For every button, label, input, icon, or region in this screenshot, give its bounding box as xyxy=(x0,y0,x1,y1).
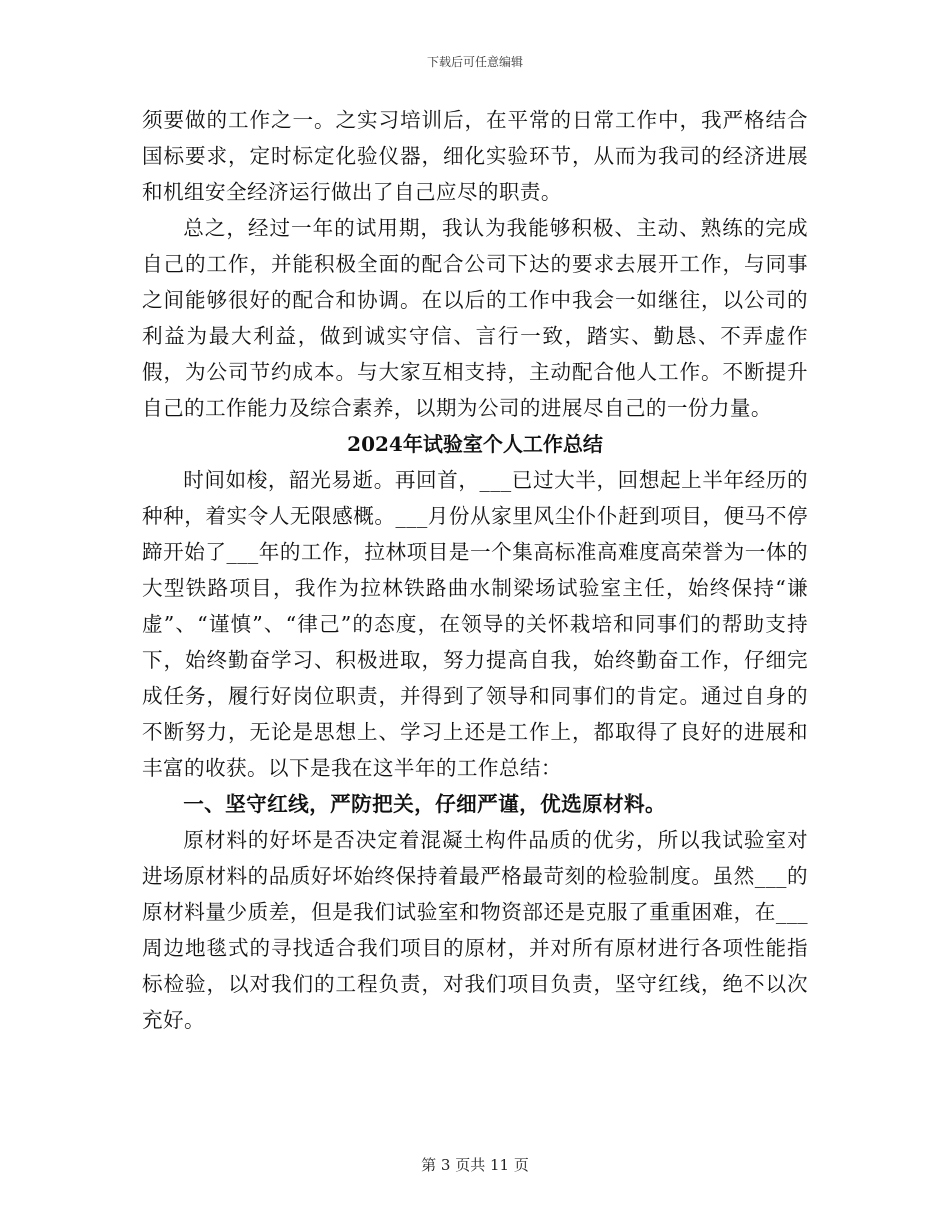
document-body xyxy=(142,102,808,1038)
paragraph-continuation: 须要做的工作之一。之实习培训后，在平常的日常工作中，我严格结合国标要求，定时标定化验仪器，细化实验环节，从而为我司的经济进展和机组安全经济运行做出了自己应尽的职责。 xyxy=(142,108,808,204)
section-title: 2024年试验室个人工作总结 xyxy=(347,432,603,456)
subheading-one: 一、坚守红线，严防把关，仔细严谨，优选原材料。 xyxy=(183,792,667,816)
page-header: 下载后可任意编辑 xyxy=(426,55,523,69)
paragraph-intro: 时间如梭，韶光易逝。再回首，___已过大半，回想起上半年经历的种种，着实令人无限感概。___月份从家里风尘仆仆赶到项目，便马不停蹄开始了___年的工作，拉林项目是一个集高标准高难度高荣誉为一体的大型铁路项目，我作为拉林铁路曲水制梁场试验室主任，始终保持“谦虚”、“谨慎”、“律己”的态度，在领导的关怀栽培和同事们的帮助支持下，始终勤奋学习、积极进取，努力提高自我，始终勤奋工作，仔细完成任务，履行好岗位职责，并得到了领导和同事们的肯定。通过自身的不断努力，无论是思想上、学习上还是工作上，都取得了良好的进展和丰富的收获。以下是我在这半年的工作总结： xyxy=(142,468,808,780)
page-footer: 第 3 页共 11 页 xyxy=(421,1156,529,1174)
paragraph-raw-materials: 原材料的好坏是否决定着混凝土构件品质的优劣，所以我试验室对进场原材料的品质好坏始终保持着最严格最苛刻的检验制度。虽然___的原材料量少质差，但是我们试验室和物资部还是克服了重重困难，在___周边地毯式的寻找适合我们项目的原材，并对所有原材进行各项性能指标检验，以对我们的工程负责，对我们项目负责，坚守红线，绝不以次充好。 xyxy=(142,828,808,1032)
paragraph-summary: 总之，经过一年的试用期，我认为我能够积极、主动、熟练的完成自己的工作，并能积极全面的配合公司下达的要求去展开工作，与同事之间能够很好的配合和协调。在以后的工作中我会一如继往，以公司的利益为最大利益，做到诚实守信、言行一致，踏实、勤恳、不弄虚作假，为公司节约成本。与大家互相支持，主动配合他人工作。不断提升自己的工作能力及综合素养，以期为公司的进展尽自己的一份力量。 xyxy=(142,216,808,420)
